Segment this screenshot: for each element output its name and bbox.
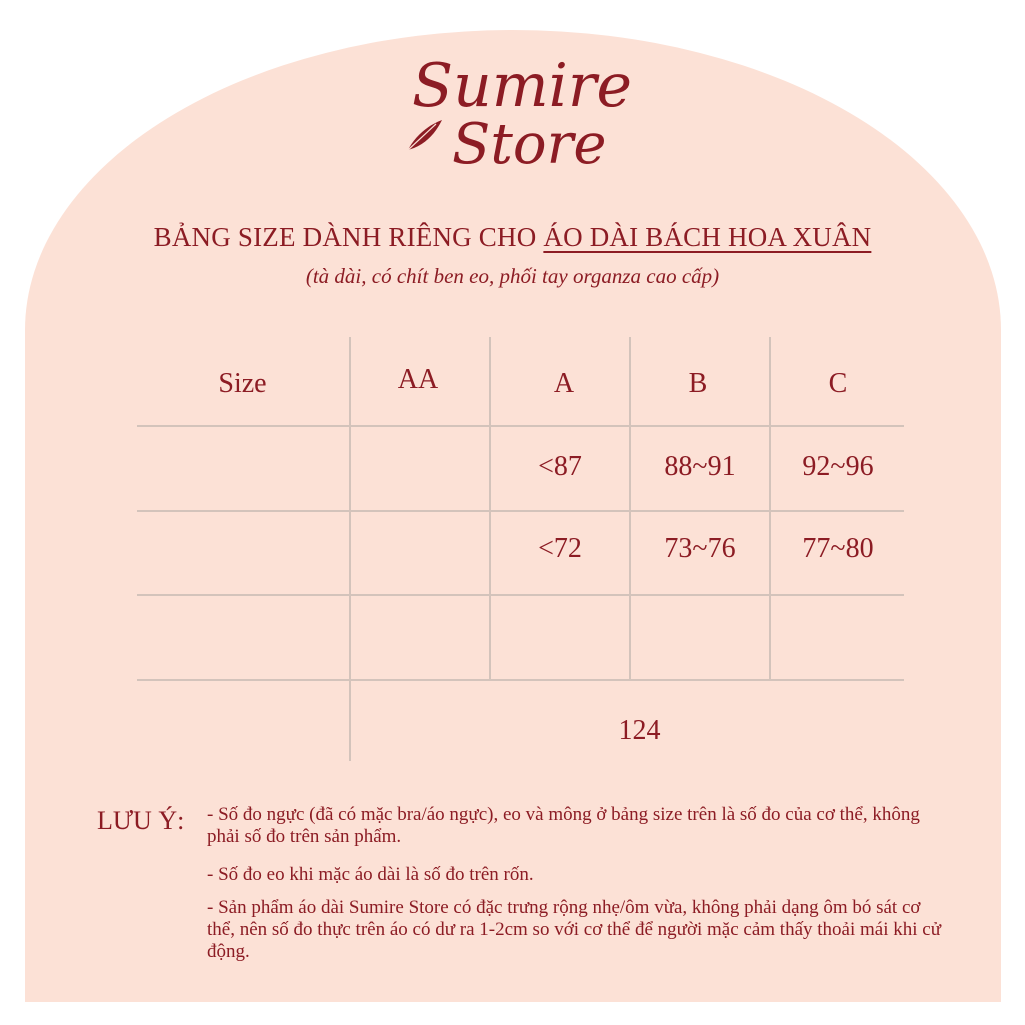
table-cell: <87 — [538, 451, 582, 482]
table-cell: 77~80 — [802, 533, 874, 564]
note-item: - Số đo ngực (đã có mặc bra/áo ngực), eo và mông ở bảng size trên là số đo của cơ thể, không phải số đo trên sản phẩm. — [207, 804, 920, 847]
table-cell: <72 — [538, 533, 582, 564]
grid-line — [137, 510, 904, 512]
header-size-b: B — [688, 368, 708, 399]
grid-line — [137, 679, 904, 681]
feather-icon — [408, 120, 442, 150]
note-item: - Sản phẩm áo dài Sumire Store có đặc trưng rộng nhẹ/ôm vừa, không phải dạng ôm bó sát cơ thể, nên số đo thực trên áo có dư ra 1-2cm so với cơ thể để người mặc cảm thấy thoải mái khi cử động. — [207, 897, 942, 962]
brand-logo — [392, 48, 633, 177]
title-prefix: BẢNG SIZE DÀNH RIÊNG CHO — [153, 222, 544, 252]
grid-line — [137, 425, 904, 427]
table-cell: 88~91 — [664, 451, 736, 482]
brand-line2: Store — [452, 112, 607, 177]
notes-label: LƯU Ý: — [97, 806, 185, 835]
page-title — [0, 222, 1025, 253]
table-cell-merged: 124 — [618, 715, 661, 746]
header-size-label: Size — [218, 368, 267, 399]
grid-line — [349, 337, 351, 761]
brand-line1: Sumire — [412, 51, 633, 121]
page-subtitle: (tà dài, có chít ben eo, phối tay organza cao cấp) — [305, 264, 720, 288]
grid-line — [137, 594, 904, 596]
grid-line — [489, 337, 491, 679]
product-name: ÁO DÀI BÁCH HOA XUÂN — [543, 222, 872, 252]
header-size-c: C — [828, 368, 848, 399]
table-cell: 92~96 — [802, 451, 874, 482]
note-item: - Số đo eo khi mặc áo dài là số đo trên rốn. — [207, 864, 534, 885]
header-size-aa: AA — [397, 364, 439, 395]
table-cell: 73~76 — [664, 533, 736, 564]
header-size-a: A — [553, 368, 575, 399]
